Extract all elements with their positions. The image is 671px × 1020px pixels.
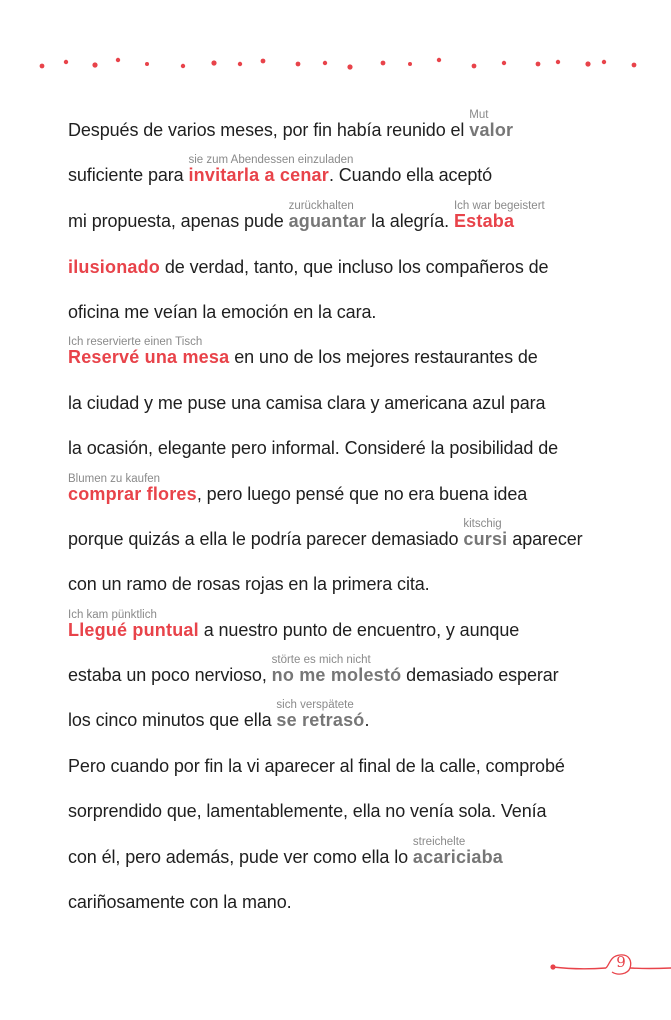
vocab-term: cursi kitschig [463, 518, 508, 549]
vocab-term: Estaba Ich war begeistert [453, 200, 545, 231]
text-segment: suficiente para [68, 165, 189, 185]
text-line [68, 200, 545, 233]
text-line [68, 699, 370, 732]
text-line [68, 836, 503, 869]
decorative-dot [347, 64, 352, 69]
vocab-term: se retrasó sich verspätete [276, 699, 365, 730]
text-segment: Pero cuando por fin la vi aparecer al final de la calle, comprobé [68, 756, 565, 776]
text-line [68, 473, 528, 506]
text-segment: demasiado esperar [401, 665, 559, 685]
text-line [68, 572, 430, 596]
decorative-dot [92, 62, 97, 67]
decorative-dot [408, 62, 412, 66]
text-segment: estaba un poco nervioso, [68, 665, 272, 685]
decorative-dot [261, 59, 266, 64]
vocab-term: ilusionado [68, 257, 160, 277]
vocab-term: acariciaba streichelte [412, 836, 503, 867]
text-line [68, 255, 548, 279]
page-number-ornament [548, 950, 671, 980]
decorative-dot [632, 63, 637, 68]
text-line [68, 518, 583, 551]
decorative-dot [502, 61, 506, 65]
text-line [68, 609, 520, 642]
text-segment: porque quizás a ella le podría parecer demasiado [68, 529, 464, 549]
translation-gloss: Ich reservierte einen Tisch [68, 336, 203, 348]
decorative-dot [145, 62, 149, 66]
text-line [68, 300, 376, 324]
text-line [68, 890, 292, 914]
translation-gloss: Ich kam pünktlich [68, 609, 157, 621]
decorative-dot [323, 61, 327, 65]
text-segment: los cinco minutos que ella [68, 710, 277, 730]
translation-gloss: streichelte [412, 836, 466, 848]
decorative-dot [40, 64, 45, 69]
text-segment: aparecer [507, 529, 583, 549]
text-segment: oficina me veían la emoción en la cara. [68, 302, 377, 322]
translation-gloss: zurückhalten [288, 200, 354, 212]
text-segment: la alegría. [366, 211, 454, 231]
text-segment: , pero luego pensé que no era buena idea [196, 484, 528, 504]
text-line [68, 799, 546, 823]
text-line [68, 154, 493, 187]
decorative-dot [296, 62, 301, 67]
decorative-dot [238, 62, 242, 66]
text-segment: sorprendido que, lamentablemente, ella no venía sola. Venía [68, 801, 547, 821]
decorative-dot [381, 61, 386, 66]
decorative-dot [585, 61, 590, 66]
decorative-dot [536, 62, 541, 67]
decorative-dot [64, 60, 68, 64]
text-segment: en uno de los mejores restaurantes de [229, 347, 538, 367]
decorative-dot [116, 58, 120, 62]
vocab-term: valor Mut [469, 109, 514, 140]
text-segment: con él, pero además, pude ver como ella lo [68, 847, 413, 867]
decorative-dot [556, 60, 560, 64]
translation-gloss: Ich war begeistert [453, 200, 545, 212]
text-segment: . [364, 710, 370, 730]
text-segment: mi propuesta, apenas pude [68, 211, 289, 231]
text-line [68, 436, 558, 460]
translation-gloss: sie zum Abendessen einzuladen [188, 154, 354, 166]
text-line [68, 336, 538, 369]
translation-gloss: kitschig [463, 518, 502, 530]
text-segment: Después de varios meses, por fin había reunido el [68, 120, 470, 140]
decorative-dot [181, 64, 185, 68]
vocab-term: invitarla a cenar sie zum Abendessen einzuladen [188, 154, 354, 185]
page-number: 9 [616, 953, 626, 971]
decorative-dot [602, 60, 606, 64]
translation-gloss: störte es mich nicht [271, 654, 371, 666]
decorative-dot [472, 64, 477, 69]
text-segment: cariñosamente con la mano. [68, 892, 292, 912]
text-segment: a nuestro punto de encuentro, y aunque [198, 620, 520, 640]
text-line [68, 391, 545, 415]
text-line [68, 109, 514, 142]
decorative-dot [437, 58, 441, 62]
decorative-dot [211, 60, 216, 65]
decorative-dot-border [0, 0, 671, 80]
translation-gloss: Mut [469, 109, 489, 121]
vocab-term: comprar flores Blumen zu kaufen [68, 473, 197, 504]
vocab-term: aguantar zurückhalten [288, 200, 367, 231]
text-segment: la ocasión, elegante pero informal. Consideré la posibilidad de [68, 438, 559, 458]
translation-gloss: Blumen zu kaufen [68, 473, 161, 485]
vocab-term: no me molestó störte es mich nicht [271, 654, 402, 685]
text-segment: la ciudad y me puse una camisa clara y americana azul para [68, 393, 546, 413]
translation-gloss: sich verspätete [276, 699, 354, 711]
vocab-term: Reservé una mesa Ich reservierte einen Tisch [68, 336, 230, 367]
text-line [68, 654, 559, 687]
text-segment: de verdad, tanto, que incluso los compañeros de [160, 257, 549, 277]
vocab-term: Llegué puntual Ich kam pünktlich [68, 609, 199, 640]
text-segment: con un ramo de rosas rojas en la primera cita. [68, 574, 430, 594]
text-line [68, 754, 565, 778]
text-segment: . Cuando ella aceptó [328, 165, 493, 185]
